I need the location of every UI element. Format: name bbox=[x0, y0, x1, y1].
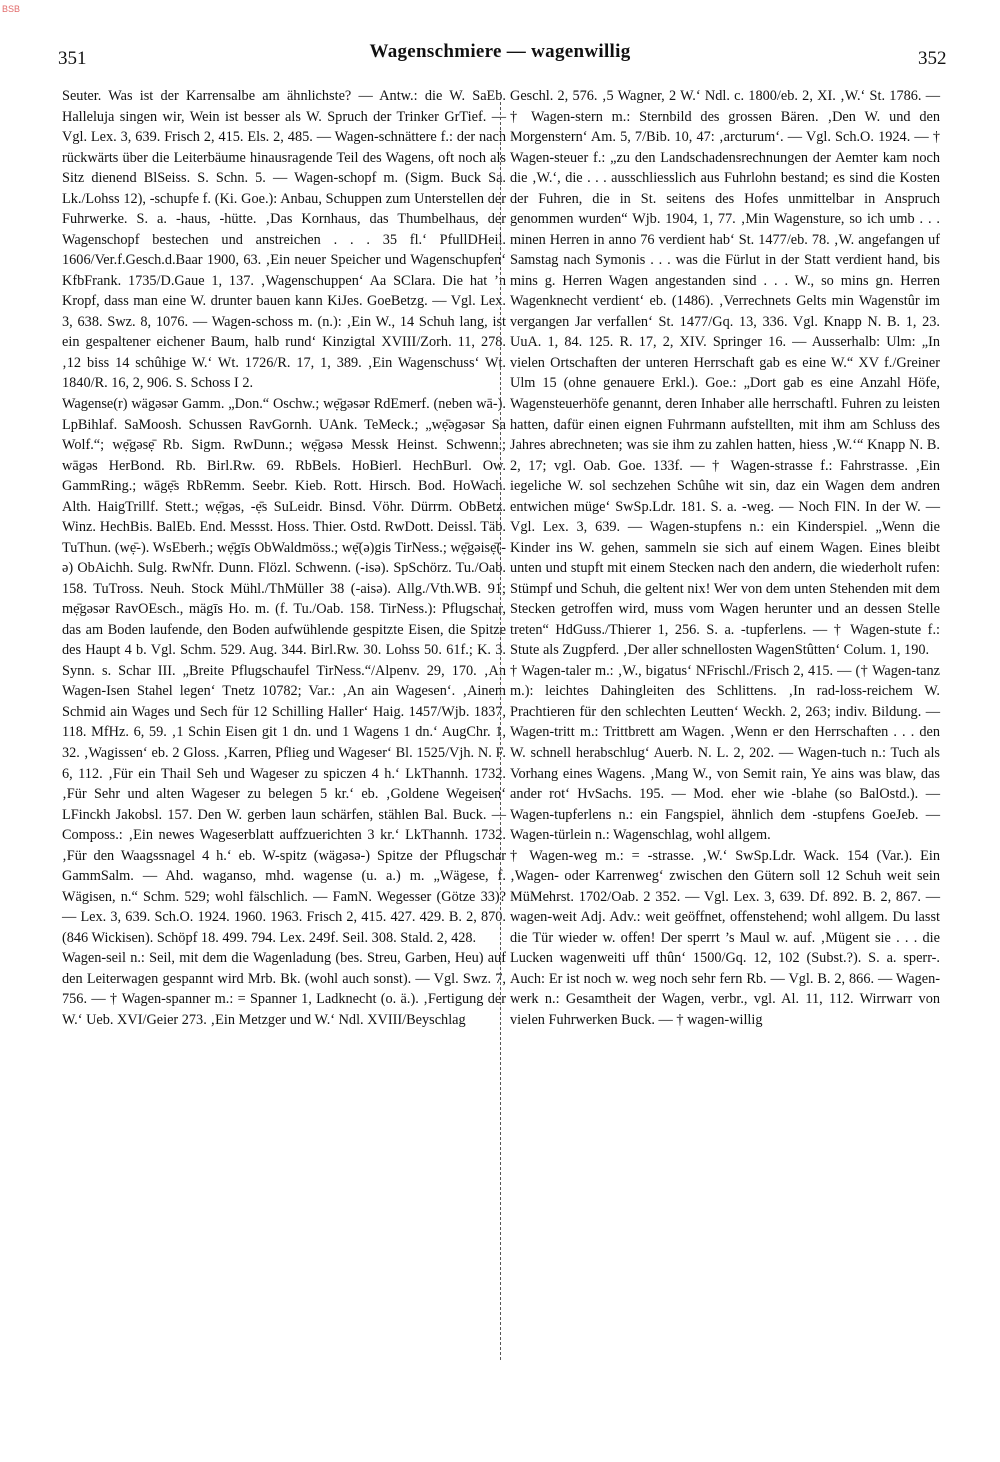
page-number-left: 351 bbox=[58, 48, 87, 69]
entry-paragraph-wagentaler: † Wagen-taler m.: ‚W., bigatus‘ NFrischl./Frisch 2, 415. — († Wagen-tanz m.): leichtes Dahingleiten des Schlittens. ‚In rad-loss-reichem W. Prachtieren für den schlechten Leutten‘ Weckh. 2, 263; indiv. Bildung. — Wagen-tritt m.: Trittbrett am Wagen. ‚Wenn er den Herrschaften . . . den W. schnell herabschlug‘ Auerb. N. L. 2, 202. — Wagen-tuch n.: Tuch als Vorhang eines Wagens. ‚Mang W., von Semit rain, Ye ains was blaw, das ander rot‘ HvSachs. 195. — Mod. eher wie -blahe (so BalOstd.). — Wagen-tupferlens n.: ein Fangspiel, ähnlich dem -stupfens GoeJeb. — Wagen-türlein n.: Wagenschlag, wohl allgem. bbox=[510, 662, 940, 844]
right-column bbox=[510, 86, 940, 1030]
left-column bbox=[62, 86, 506, 1030]
entry-paragraph-seuter: Seuter. Was ist der Karrensalbe am ähnlichste? — Antw.: die W. SaEb. Halleluja singen wir, Wein ist besser als W. Spruch der Trinker GrTief. — Vgl. Lex. 3, 639. Frisch 2, 415. Els. 2, 485. — Wagen-schnättere f.: der nach rückwärts über die Leiterbäume hinausragende Teil des Wagens, oft noch als Sitz dienend BlSeiss. S. Schn. 5. — Wagen-schopf m. (Sigm. Buck Sa. Lk./Lohss 12), -schupfe f. (Ki. Goe.): Anbau, Schuppen zum Unterstellen der Fuhrwerke. S. a. -haus, -hütte. ‚Das Kornhaus, das Thumbelhaus, der Wagenschopf bestechen und anstreichen . . . 35 fl.‘ PfullDHeil. 1606/Ver.f.Gesch.d.Baar 1900, 63. ‚Ein neuer Speicher und Wagenschupfen‘ KfbFrank. 1735/D.Gaue 1, 137. ‚Wagenschuppen‘ Aa SClara. Die hat ’n Kropf, dass man eine W. drunter bauen kann KiJes. GoeBetzg. — Vgl. Lex. 3, 638. Swz. 8, 1076. — Wagen-schoss m. (n.): ‚Ein W., 14 Schuh lang, ist ein gespaltener eichener Baum, halb rund‘ Kinzigtal XVIII/Zorh. 11, 278. ‚12 biss 14 schûhige W.‘ Wt. 1726/R. 17, 1, 389. ‚Ein Wagenschuss‘ Wt. 1840/R. 16, 2, 906. S. Schoss I 2. bbox=[62, 88, 506, 392]
library-stamp: BSB bbox=[2, 4, 21, 14]
entry-paragraph-wagenstern: Geschl. 2, 576. ‚5 Wagner, 2 W.‘ Ndl. c. 1800/eb. 2, XI. ‚W.‘ St. 1786. — † Wagen-stern m.: Sternbild des grossen Bären. ‚Den W. und den Morgenstern‘ Am. 5, 7/Bib. 10, 47: ‚arcturum‘. — Vgl. Sch.O. 1924. — † Wagen-steuer f.: „zu den Landschadensrechnungen der Aemter kam noch die ‚W.‘, die . . . ausschliesslich aus Fuhrlohn bestand; es sind die Kosten der Fuhren, die in St. seitens des Hofes unmittelbar in Anspruch genommen wurden“ Wjb. 1904, 1, 77. ‚Min Wagensture, so ich umb . . . minen Herren in anno 76 verdient hab‘ St. 1477/eb. 78. ‚W. angefangen uf Samstag nach Symonis . . . was die Fürlut in der Statt verdient hand, bis mins g. Herren Wagen angestanden sind . . . W., so mins gn. Herren Wagenknecht verdient‘ eb. (1486). ‚Verrechnets Gelts min Wagenstûr im vergangen Jar verfallen‘ St. 1477/Gq. 13, 336. Vgl. Knapp N. B. 1, 23. UuA. 1, 84. 125. R. 17, 2, XIV. Springer 16. — Ausserhalb: Ulm: „In vielen Ortschaften der unteren Herrschaft gab es eine W.“ XV f./Greiner Ulm 15 (ohne genauere Erkl.). Goe.: „Dort gab es eine Anzahl Höfe, Wagensteuerhöfe genannt, deren Inhaber alle herrschaftl. Fuhren zu leisten hatten, dafür einen eignen Fuhrmann aufstellten, mit ihm am Schluss des Jahres abrechneten; was sie ihm zu zahlen hatten, hiess ‚W.‘“ Knapp N. B. 2, 17; vgl. Oab. Goe. 133f. — † Wagen-strasse f.: Fahrstrasse. ‚Ein iegeliche W. sol sechzehen Schûhe wit sin, daz ein Wagen dem andren entwichen müge‘ SwSp.Ldr. 181. S. a. -weg. — Noch FlN. In der W. — Vgl. Lex. 3, 639. — Wagen-stupfens n.: ein Kinderspiel. „Wenn die Kinder ins W. gehen, sammeln sie sich auf einem Wagen. Eines bleibt unten und stupft mit einem Stecken nach den andern, die wiederholt rufen: Stümpf und Schuh, die geltent nix! Wer von dem unten Stehenden mit dem Stecken getroffen wird, muss vom Wagen herunter und an dessen Stelle treten“ HdGuss./Thierer 1, 256. S. a. -tupferlens. — † Wagen-stute f.: Stute als Zugpferd. ‚Der aller schnellosten WagenStûtten‘ Colum. 1, 190. bbox=[510, 88, 940, 659]
page-header bbox=[0, 36, 1000, 72]
column-divider bbox=[500, 92, 501, 1360]
entry-paragraph-wagenweg: † Wagen-weg m.: = -strasse. ‚W.‘ SwSp.Ldr. Wack. 154 (Var.). Ein ‚Wagen- oder Karrenweg‘ zwischen den Gütern soll 12 Schuh weit sein MüMehrst. 1702/Oab. 2 352. — Vgl. Lex. 3, 639. Df. 892. B. 2, 867. — wagen-weit Adj. Adv.: weit geöffnet, offenstehend; wohl allgem. Du lasst die Tür wieder w. offen! Der sperrt ’s Maul w. auf. ‚Mügent sie . . . die Lucken wagenweiti uff thûn‘ 1500/Gq. 12, 102 (Subst.?). S. a. sperr-. Auch: Er ist noch w. weg noch sehr fern Rb. — Vgl. B. 2, 866. — Wagen-werk n.: Gesamtheit der Wagen, verbr., vgl. Al. 11, 112. Wirrwarr von vielen Fuhrwerken Buck. — † wagen-willig bbox=[510, 847, 940, 1028]
page-number-right: 352 bbox=[918, 48, 947, 69]
entry-paragraph-wagenser: Wagense(r) wägəsər Gamm. „Don.“ Oschw.; wẹ̄gəsər RdEmerf. (neben wā-). LpBihlaf. SaMoosh. Schussen RavGornh. UAnk. TeMeck.; „wẹ̄əgəsər Sa Wolf.“; wẹ̄gəsẹ̄ Rb. Sigm. RwDunn.; wẹ̄gəsə Messk Heinst. Schwenn.; wāgəs HerBond. Rb. Birl.Rw. 69. RbBels. HoBierl. HechBurl. Ow. GammRing.; wāgẹ̄s RbRemm. Seebr. Kieb. Rott. Hirsch. Bod. HoWach. Alth. HaigTrillf. Stett.; wẹ̄gəs, -ẹ̄s SuLeidr. Binsd. Vöhr. Dürrm. ObBetz. Winz. HechBis. BalEb. End. Messst. Hoss. Thier. Ostd. RwDott. Deissl. Täb. TuThun. (wẹ̄-). WsEberh.; wẹ̄gīs ObWaldmöss.; wẹ̄(ə)gis TirNess.; wẹ̄gəisẹ̄(-ə) ObAichh. Sulg. RwNfr. Dunn. Flözl. Schwenn. (-isə). SpSchörz. Tu./Oab. 158. TuTross. Neuh. Stock Mühl./ThMüller 38 (-aisə). Allg./Vth.WB. 91; mẹ̄gəsər RavOEsch., mägīs Ho. m. (f. Tu./Oab. 158. TirNess.): Pflugschar, das am Boden laufende, den Boden aufwühlende gespitzte Eisen, die Spitze des Haupt 4 b. Vgl. Schm. 529. Aug. 344. Birl.Rw. 30. Lohss 50. 61f.; K. 3. Synn. s. Schar III. „Breite Pflugschaufel TirNess.“/Alpenv. 29, 170. ‚An Wagen-Isen Stahel legen‘ Tnetz 10782; Var.: ‚An ain Wagesen‘. ‚Ainem Schmid ain Wages und Sech für 12 Schilling Haller‘ Haig. 1457/Wjb. 1837, 118. MfHz. 6, 59. ‚1 Schin Eisen git 1 dn. und 1 Wagens 1 dn.‘ AugChr. 1, 32. ‚Wagissen‘ eb. 2 Gloss. ‚Karren, Pflieg und Wageser‘ Bl. 1525/Vjh. N. F. 6, 112. ‚Für ein Thail Seh und Wageser zu spiczen 4 h.‘ LkThannh. 1732. ‚Für Sehr und alten Wageser zu belegen 5 kr.‘ eb. ‚Goldene Wegeisen‘ LFinckh Jakobsl. 157. Den W. gerben laun schärfen, stählen Bal. Buck. — Composs.: ‚Ein newes Wageserblatt auffzuerichten 3 kr.‘ LkThannh. 1732. ‚Für den Waagssnagel 4 h.‘ eb. W-spitz (wägəsə-) Spitze der Pflugschar GammSalm. — Ahd. waganso, mhd. wagense (u. a.) m. „Wägese, f. Wägisen, n.“ Schm. 529; wohl fälschlich. — FamN. Wegesser (Götze 33)? — Lex. 3, 639. Sch.O. 1924. 1960. 1963. Frisch 2, 415. 427. 429. B. 2, 870. (846 Wickisen). Schöpf 18. 499. 794. Lex. 249f. Seil. 308. Stald. 2, 428. bbox=[62, 395, 506, 946]
entry-paragraph-wagenseil: Wagen-seil n.: Seil, mit dem die Wagenladung (bes. Streu, Garben, Heu) auf den Leiterwagen gespannt wird Mrb. Bk. (wohl auch sonst). — Vgl. Swz. 7, 756. — † Wagen-spanner m.: = Spanner 1, Ladknecht (o. ä.). ‚Fertigung der W.‘ Ueb. XVI/Geier 273. ‚Ein Metzger und W.‘ Ndl. XVIII/Beyschlag bbox=[62, 950, 506, 1028]
running-title: Wagenschmiere — wagenwillig bbox=[369, 41, 631, 62]
